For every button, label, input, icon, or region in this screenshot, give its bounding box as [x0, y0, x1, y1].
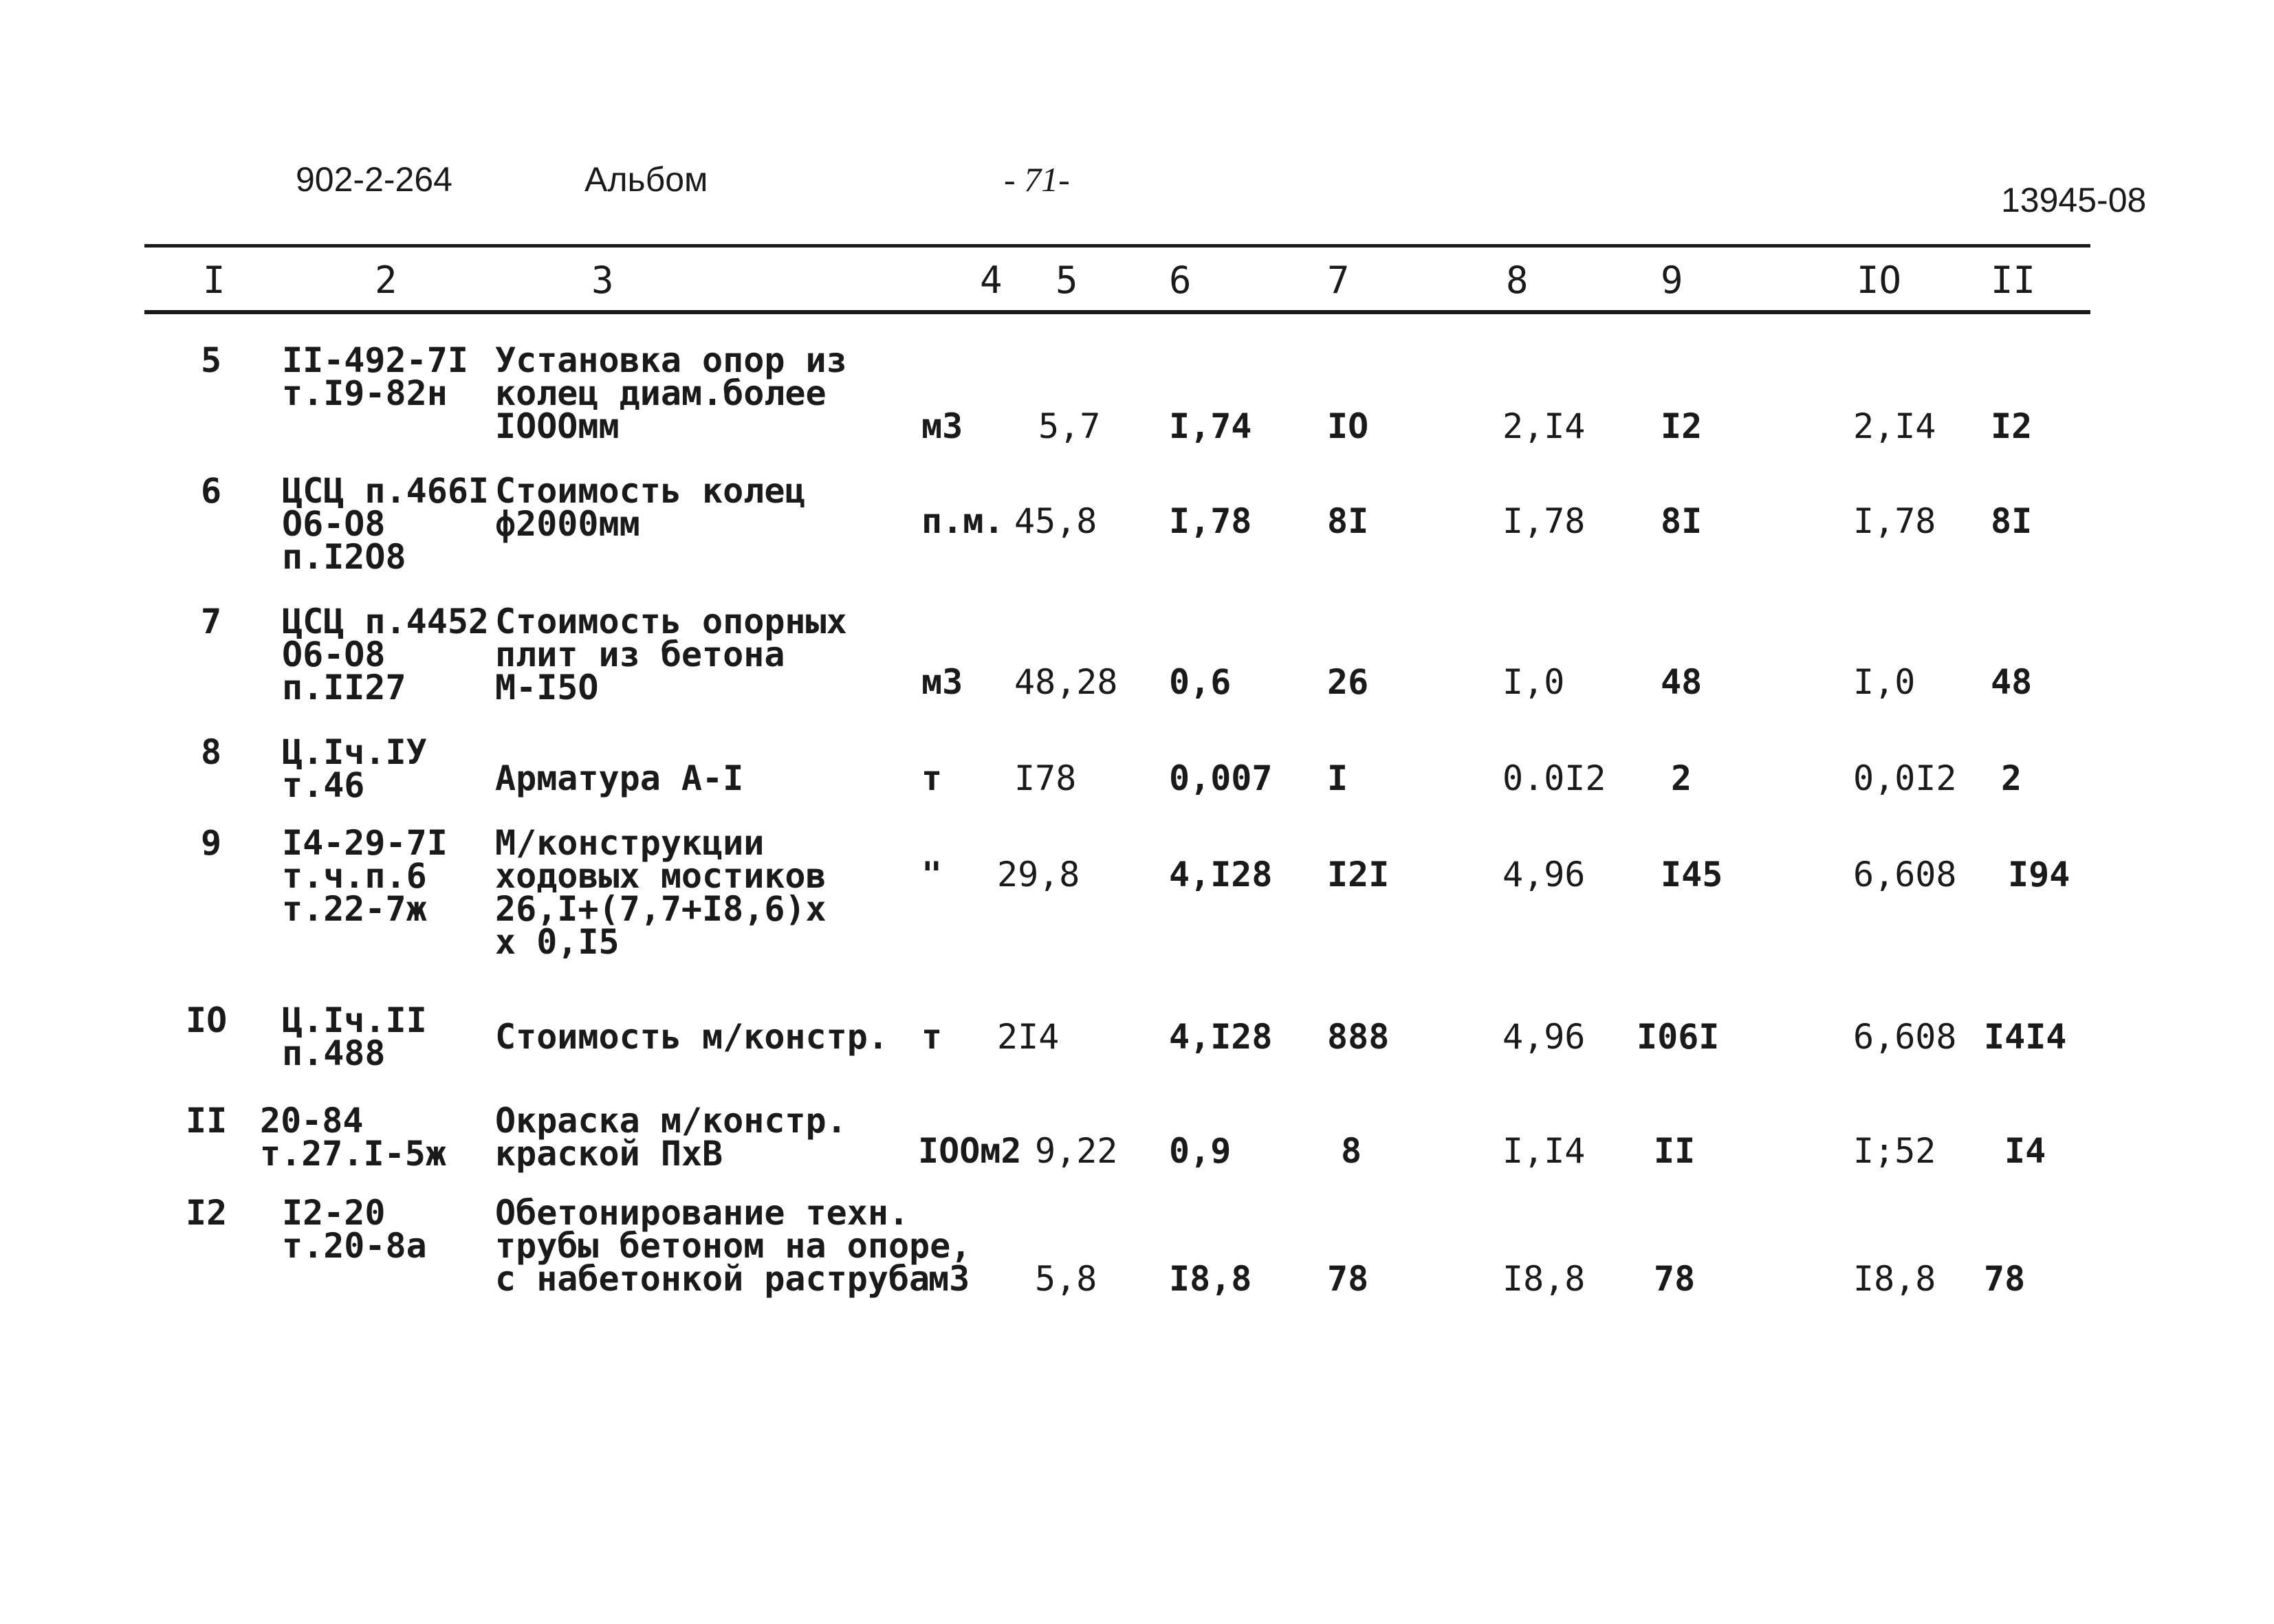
total-cost-3: 2 — [2001, 758, 2022, 798]
quantity: 48,28 — [1014, 662, 1118, 702]
total-cost-2: II — [1654, 1131, 1696, 1171]
unit-price-2: 4,96 — [1502, 1017, 1586, 1057]
total-cost-2: 78 — [1654, 1259, 1696, 1299]
row-number: 6 — [201, 471, 222, 511]
total-cost-2: 2 — [1671, 758, 1692, 798]
unit-price-2: 0.0I2 — [1502, 758, 1606, 798]
unit-price-3: I,0 — [1853, 662, 1916, 702]
row-number: 9 — [201, 823, 222, 863]
row-number: 8 — [201, 732, 222, 772]
unit-price-3: I8,8 — [1853, 1259, 1936, 1299]
work-description: Стоимость колец ф2000мм — [495, 471, 806, 544]
unit-price-3: I;52 — [1853, 1131, 1936, 1171]
column-header: 2 — [375, 259, 397, 302]
unit: м3 — [921, 406, 963, 446]
total-cost: 8I — [1327, 501, 1369, 541]
total-cost-2: I45 — [1661, 855, 1723, 895]
row-number: 7 — [201, 602, 222, 641]
work-description: Стоимость опорных плит из бетона М-I5О — [495, 602, 847, 707]
unit-price: 0,007 — [1169, 758, 1273, 798]
total-cost-3: I4I4 — [1984, 1017, 2067, 1057]
quantity: 9,22 — [1035, 1131, 1118, 1171]
work-description: Стоимость м/констр. — [495, 1017, 888, 1057]
norm-reference: Ц.Iч.II п.488 — [282, 1000, 427, 1073]
quantity: 2I4 — [997, 1017, 1060, 1057]
quantity: 5,7 — [1038, 406, 1101, 446]
total-cost: 78 — [1327, 1259, 1369, 1299]
column-header: 6 — [1169, 259, 1192, 302]
document-number: 13945-08 — [2001, 181, 2147, 219]
quantity: 45,8 — [1014, 501, 1097, 541]
unit-price-3: 0,0I2 — [1853, 758, 1957, 798]
norm-reference: ЦСЦ п.4452 О6-О8 п.II27 — [282, 602, 490, 707]
column-header: I — [203, 259, 226, 302]
unit-price-3: 2,I4 — [1853, 406, 1936, 446]
table-top-rule — [144, 244, 2090, 248]
column-header: 7 — [1327, 259, 1350, 302]
unit: т — [921, 758, 943, 798]
column-header: IO — [1857, 259, 1902, 302]
unit-price: 4,I28 — [1169, 855, 1273, 895]
total-cost-3: I94 — [2008, 855, 2070, 895]
unit-price: 4,I28 — [1169, 1017, 1273, 1057]
total-cost-3: I4 — [2004, 1131, 2046, 1171]
total-cost-2: I06I — [1637, 1017, 1720, 1057]
work-description: Установка опор из колец диам.более IOOOмм — [495, 340, 847, 446]
work-description: Арматура А-I — [495, 758, 744, 798]
unit: " — [921, 855, 943, 895]
total-cost-3: 48 — [1991, 662, 2033, 702]
unit-price: I,74 — [1169, 406, 1252, 446]
work-description: Обетонирование техн. трубы бетоном на опоре, с набетонкой раструба — [495, 1193, 972, 1299]
total-cost-3: 8I — [1991, 501, 2033, 541]
table-header-rule — [144, 310, 2090, 314]
column-header: II — [1991, 259, 2036, 302]
column-header: 5 — [1056, 259, 1078, 302]
unit-price-2: I,I4 — [1502, 1131, 1586, 1171]
total-cost: IO — [1327, 406, 1369, 446]
work-description: М/конструкции ходовых мостиков 26,I+(7,7+I8,6)х х 0,I5 — [495, 823, 827, 962]
unit-price-2: I,78 — [1502, 501, 1586, 541]
total-cost: I2I — [1327, 855, 1390, 895]
unit-price: I8,8 — [1169, 1259, 1252, 1299]
norm-reference: I4-29-7I т.ч.п.6 т.22-7ж — [282, 823, 448, 929]
unit: т — [921, 1017, 943, 1057]
norm-reference: II-492-7I т.I9-82н — [282, 340, 468, 413]
unit-price-2: 4,96 — [1502, 855, 1586, 895]
total-cost: 26 — [1327, 662, 1369, 702]
total-cost: I — [1327, 758, 1348, 798]
total-cost: 8 — [1341, 1131, 1362, 1171]
unit-price: I,78 — [1169, 501, 1252, 541]
norm-reference: 20-84 т.27.I-5ж — [260, 1101, 446, 1174]
column-header: 8 — [1506, 259, 1529, 302]
quantity: 5,8 — [1035, 1259, 1097, 1299]
quantity: 29,8 — [997, 855, 1080, 895]
row-number: 5 — [201, 340, 222, 380]
work-description: Окраска м/констр. краской ПхВ — [495, 1101, 847, 1174]
total-cost-3: 78 — [1984, 1259, 2026, 1299]
page-number: - 71- — [1004, 160, 1070, 199]
unit-price-3: 6,608 — [1853, 855, 1957, 895]
unit-price-2: 2,I4 — [1502, 406, 1586, 446]
project-code: 902-2-264 — [296, 160, 452, 199]
unit-price-2: I,0 — [1502, 662, 1565, 702]
quantity: I78 — [1014, 758, 1077, 798]
column-header: 3 — [591, 259, 614, 302]
row-number: IO — [186, 1000, 228, 1040]
unit-price: 0,9 — [1169, 1131, 1232, 1171]
unit: м3 — [921, 662, 963, 702]
unit-price-3: I,78 — [1853, 501, 1936, 541]
norm-reference: I2-20 т.20-8а — [282, 1193, 427, 1266]
total-cost: 888 — [1327, 1017, 1390, 1057]
total-cost-2: I2 — [1661, 406, 1703, 446]
norm-reference: Ц.Iч.IУ т.46 — [282, 732, 427, 805]
total-cost-3: I2 — [1991, 406, 2033, 446]
unit: IOOм2 — [918, 1131, 1022, 1171]
norm-reference: ЦСЦ п.466I О6-О8 п.I2О8 — [282, 471, 490, 577]
row-number: I2 — [186, 1193, 228, 1233]
row-number: II — [186, 1101, 228, 1141]
column-header: 4 — [980, 259, 1003, 302]
unit-price: 0,6 — [1169, 662, 1232, 702]
column-header: 9 — [1661, 259, 1683, 302]
total-cost-2: 8I — [1661, 501, 1703, 541]
unit-price-2: I8,8 — [1502, 1259, 1586, 1299]
unit-price-3: 6,608 — [1853, 1017, 1957, 1057]
unit: п.м. — [921, 501, 1005, 541]
unit: м3 — [928, 1259, 970, 1299]
total-cost-2: 48 — [1661, 662, 1703, 702]
album-label: Альбом — [584, 160, 708, 199]
